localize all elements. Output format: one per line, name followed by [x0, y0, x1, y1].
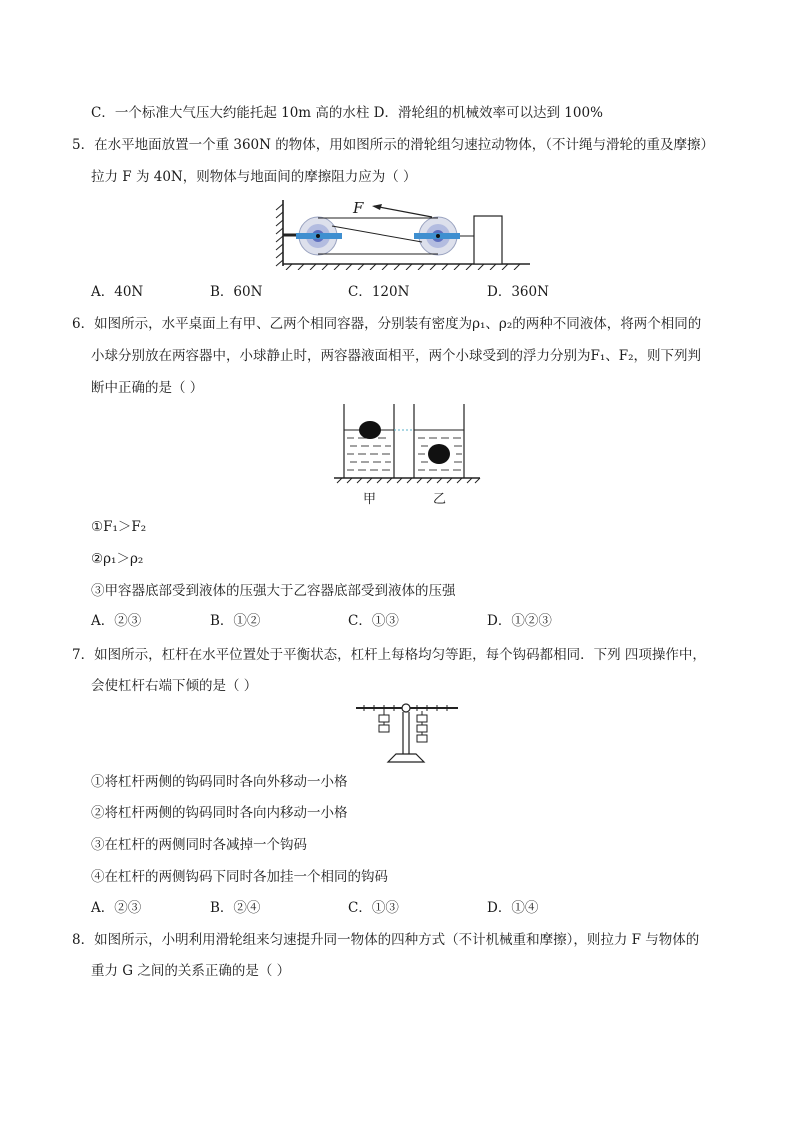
q6-option-a[interactable]: A．②③: [91, 613, 142, 629]
q7-statement-3: ③在杠杆的两侧同时各减掉一个钩码: [91, 837, 307, 853]
q7-option-a[interactable]: A．②③: [91, 900, 142, 916]
containers-figure: [330, 402, 482, 488]
q5-option-c[interactable]: C．120N: [348, 284, 410, 300]
q5-option-b[interactable]: B．60N: [210, 284, 263, 300]
q5-option-a[interactable]: A．40N: [91, 284, 144, 300]
q6-statement-1: ①F₁＞F₂: [91, 519, 147, 535]
q4-option-line: C．一个标准大气压大约能托起 10m 高的水柱 D．滑轮组的机械效率可以达到 100%: [91, 105, 603, 121]
q6-statement-3: ③甲容器底部受到液体的压强大于乙容器底部受到液体的压强: [91, 583, 456, 599]
q6-option-b[interactable]: B．①②: [210, 613, 261, 629]
q5-stem-line2: 拉力 F 为 40N，则物体与地面间的摩擦阻力应为（ ）: [91, 169, 417, 185]
q6-stem-line2: 小球分别放在两容器中，小球静止时，两容器液面相平，两个小球受到的浮力分别为F₁、F₂，则下列判: [91, 348, 702, 364]
q5-stem-line1: 5．在水平地面放置一个重 360N 的物体，用如图所示的滑轮组匀速拉动物体，（不计绳与滑轮的重及摩擦）: [72, 137, 715, 153]
q6-option-c[interactable]: C．①③: [348, 613, 399, 629]
q7-stem-line2: 会使杠杆右端下倾的是（ ）: [91, 678, 258, 694]
pulley-force-label: F: [353, 199, 364, 217]
q5-option-d[interactable]: D．360N: [487, 284, 549, 300]
q6-stem-line1: 6．如图所示，水平桌面上有甲、乙两个相同容器，分别装有密度为ρ₁、ρ₂的两种不同液体，将两个相同的: [72, 316, 702, 332]
q7-option-c[interactable]: C．①③: [348, 900, 399, 916]
q6-option-d[interactable]: D．①②③: [487, 613, 552, 629]
q7-statement-2: ②将杠杆两侧的钩码同时各向内移动一小格: [91, 805, 348, 821]
q7-option-d[interactable]: D．①④: [487, 900, 539, 916]
q7-statement-4: ④在杠杆的两侧钩码下同时各加挂一个相同的钩码: [91, 869, 388, 885]
q7-statement-1: ①将杠杆两侧的钩码同时各向外移动一小格: [91, 774, 348, 790]
q8-stem-line2: 重力 G 之间的关系正确的是（ ）: [91, 963, 291, 979]
q6-statement-2: ②ρ₁＞ρ₂: [91, 551, 144, 567]
lever-figure: [354, 700, 460, 766]
q6-stem-line3: 断中正确的是（ ）: [91, 380, 204, 396]
q7-option-b[interactable]: B．②④: [210, 900, 261, 916]
container-label-yi: 乙: [433, 492, 447, 507]
pulley-figure: [272, 196, 534, 270]
container-label-jia: 甲: [363, 492, 377, 507]
q7-stem-line1: 7．如图所示，杠杆在水平位置处于平衡状态，杠杆上每格均匀等距，每个钩码都相同．下列 四项操作中，: [72, 647, 706, 663]
q8-stem-line1: 8．如图所示，小明利用滑轮组来匀速提升同一物体的四种方式（不计机械重和摩擦），则拉力 F 与物体的: [72, 932, 700, 948]
